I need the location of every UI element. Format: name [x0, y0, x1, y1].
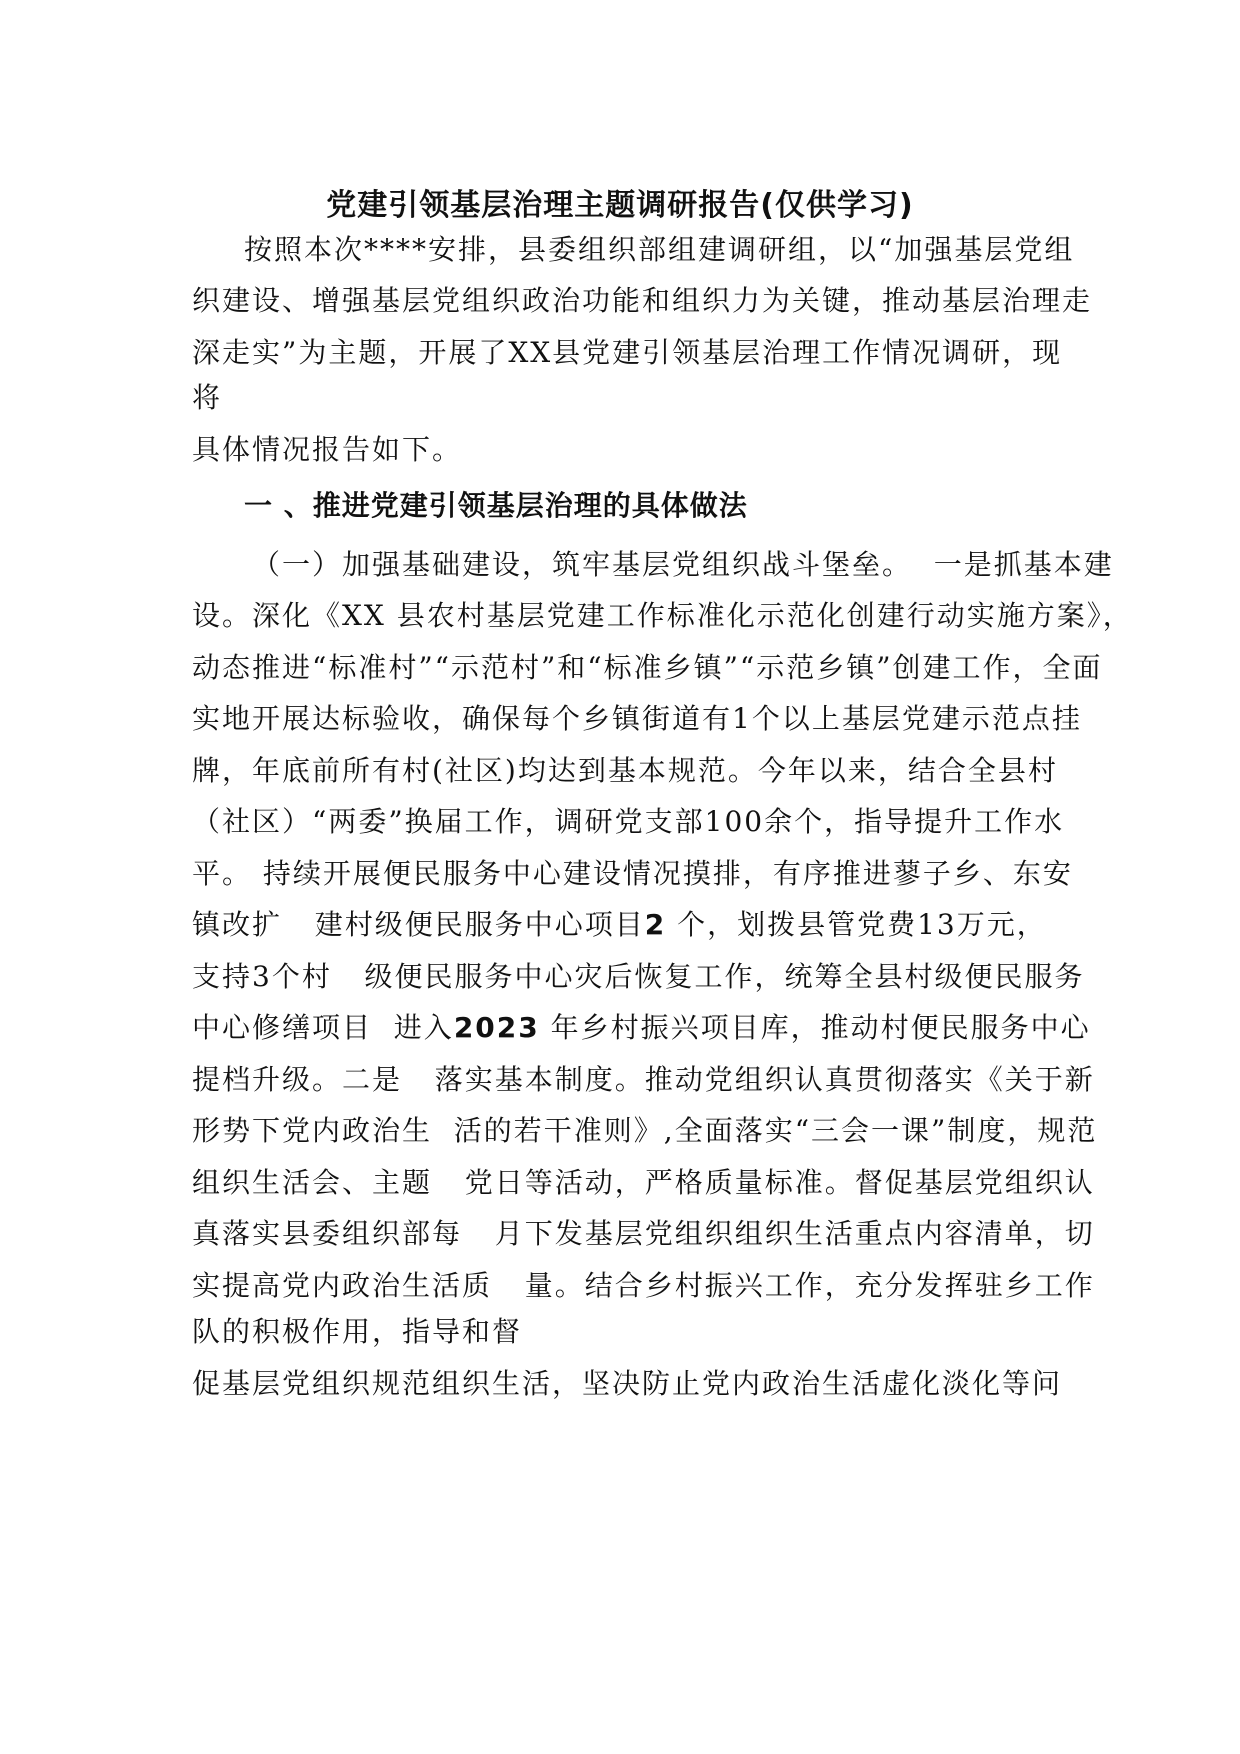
paragraph-line: 促基层党组织规范组织生活，坚决防止党内政治生活虚化淡化等问: [192, 1367, 1063, 1400]
bold-number: 2023: [453, 1011, 540, 1044]
paragraph-line: 深走实”为主题，开展了XX县党建引领基层治理工作情况调研，现: [192, 336, 1063, 369]
paragraph-line: （一）加强基础建设，筑牢基层党组织战斗堡垒。 一是抓基本建: [252, 548, 1114, 581]
line-text: 个，划拨县管党费13万元，: [666, 908, 1047, 941]
paragraph-line: [192, 905, 1047, 945]
paragraph-line: 实地开展达标验收，确保每个乡镇街道有1个以上基层党建示范点挂: [192, 702, 1082, 735]
paragraph-line: 支持3个村 级便民服务中心灾后恢复工作，统筹全县村级便民服务: [192, 960, 1085, 993]
paragraph-line: [192, 1008, 1091, 1048]
paragraph-line: 形势下党内政治生 活的若干准则》,全面落实“三会一课”制度，规范: [192, 1114, 1098, 1147]
bold-number: 2: [644, 908, 667, 941]
paragraph-line: （社区）“两委”换届工作，调研党支部100余个，指导提升工作水: [192, 805, 1065, 838]
paragraph-line: 设。深化《XX 县农村基层党建工作标准化示范化创建行动实施方案》，: [192, 599, 1133, 632]
line-text: 镇改扩 建村级便民服务中心项目: [192, 908, 645, 941]
line-text: 中心修缮项目 进入: [192, 1011, 454, 1044]
paragraph-line: 具体情况报告如下。: [192, 433, 463, 466]
paragraph-line: 动态推进“标准村”“示范村”和“标准乡镇”“示范乡镇”创建工作，全面: [192, 651, 1103, 684]
paragraph-line: 实提高党内政治生活质 量。结合乡村振兴工作，充分发挥驻乡工作: [192, 1269, 1095, 1302]
document-title: 党建引领基层治理主题调研报告(仅供学习): [326, 188, 914, 223]
paragraph-line: 平。 持续开展便民服务中心建设情况摸排，有序推进蓼子乡、东安: [192, 857, 1073, 890]
paragraph-line: 按照本次****安排，县委组织部组建调研组，以“加强基层党组: [244, 233, 1075, 266]
paragraph-line: 队的积极作用，指导和督: [192, 1315, 523, 1348]
section-heading: 一 、推进党建引领基层治理的具体做法: [244, 489, 748, 522]
paragraph-line: 牌，年底前所有村(社区)均达到基本规范。今年以来，结合全县村: [192, 754, 1058, 787]
paragraph-line: 将: [192, 381, 223, 414]
paragraph-line: 织建设、增强基层党组织政治功能和组织力为关键，推动基层治理走: [192, 284, 1093, 317]
paragraph-line: 组织生活会、主题 党日等活动，严格质量标准。督促基层党组织认: [192, 1166, 1095, 1199]
line-text: 年乡村振兴项目库，推动村便民服务中心: [539, 1011, 1091, 1044]
paragraph-line: 真落实县委组织部每 月下发基层党组织组织生活重点内容清单，切: [192, 1217, 1095, 1250]
paragraph-line: 提档升级。二是 落实基本制度。推动党组织认真贯彻落实《关于新: [192, 1063, 1095, 1096]
